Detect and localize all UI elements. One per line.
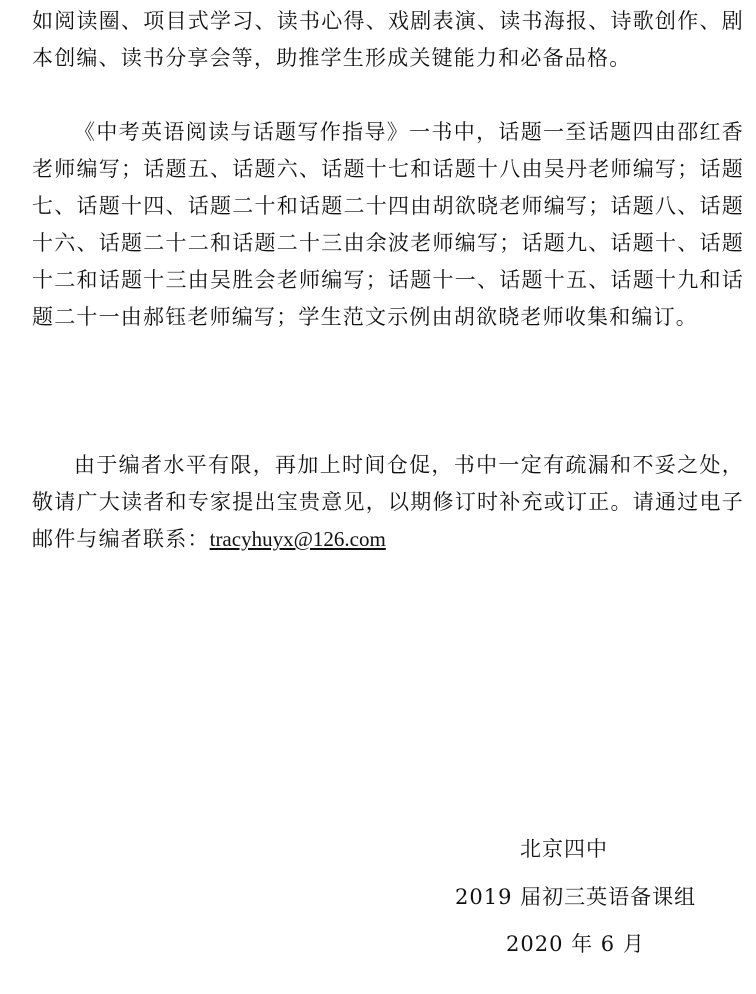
signature-school: 北京四中 <box>520 837 608 861</box>
paragraph-continued: 如阅读圈、项目式学习、读书心得、戏剧表演、读书海报、诗歌创作、剧本创编、读书分享会等，助推学生形成关键能力和必备品格。 <box>32 9 744 70</box>
contact-email-link[interactable]: tracyhuyx@126.com <box>209 527 386 551</box>
signature-group: 2019 届初三英语备课组 <box>455 885 697 909</box>
feedback-text: 由于编者水平有限，再加上时间仓促，书中一定有疏漏和不妥之处，敬请广大读者和专家提出宝贵意见，以期修订时补充或订正。请通过电子邮件与编者联系： <box>32 453 744 551</box>
paragraph-feedback <box>32 447 744 558</box>
signature-date: 2020 年 6 月 <box>506 932 645 956</box>
paragraph-authors: 《中考英语阅读与话题写作指导》一书中，话题一至话题四由邵红香老师编写；话题五、话题六、话题十七和话题十八由吴丹老师编写；话题七、话题十四、话题二十和话题二十四由胡欲晓老师编写；话题八、话题十六、话题二十二和话题二十三由余波老师编写；话题九、话题十、话题十二和话题十三由吴胜会老师编写；话题十一、话题十五、话题十九和话题二十一由郝钰老师编写；学生范文示例由胡欲晓老师收集和编订。 <box>32 120 744 329</box>
